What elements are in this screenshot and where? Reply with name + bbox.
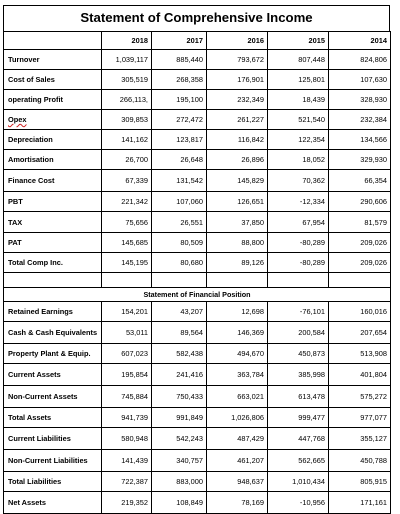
value-cell-2016: 261,227 xyxy=(207,110,268,130)
row-label xyxy=(4,253,102,273)
row-label: Current Assets xyxy=(4,364,102,386)
value-cell-2016: 232,349 xyxy=(207,90,268,110)
value-cell-2018: 221,342 xyxy=(102,192,152,212)
value-cell-2016: 1,026,806 xyxy=(207,408,268,428)
row-label-text: operating Profit xyxy=(8,95,64,104)
value-cell-2014: 329,930 xyxy=(329,150,391,170)
value-cell-2017: 80,509 xyxy=(152,233,207,253)
value-cell-2018: 145,685 xyxy=(102,233,152,253)
row-label xyxy=(4,110,102,130)
value-cell-2015: -12,334 xyxy=(268,192,329,212)
value-cell-2018: 219,352 xyxy=(102,492,152,514)
position-row-property-plant-equip xyxy=(4,344,391,364)
row-label: Net Assets xyxy=(4,492,102,514)
value-cell-2015: 122,354 xyxy=(268,130,329,150)
value-cell-2016: 793,672 xyxy=(207,50,268,70)
section-title: Statement of Financial Position xyxy=(4,288,391,302)
value-cell-2014: 209,026 xyxy=(329,233,391,253)
row-label xyxy=(4,192,102,212)
value-cell-2015: -80,289 xyxy=(268,233,329,253)
value-cell-2016: 89,126 xyxy=(207,253,268,273)
value-cell-2017: 26,648 xyxy=(152,150,207,170)
value-cell-2016: 78,169 xyxy=(207,492,268,514)
value-cell-2015: -10,956 xyxy=(268,492,329,514)
value-cell-2016: 88,800 xyxy=(207,233,268,253)
income-row-depreciation xyxy=(4,130,391,150)
value-cell-2015: 67,954 xyxy=(268,212,329,233)
row-label: Retained Earnings xyxy=(4,302,102,322)
value-cell-2017: 89,564 xyxy=(152,322,207,344)
income-row-amortisation xyxy=(4,150,391,170)
value-cell-2015: 70,362 xyxy=(268,170,329,192)
value-cell-2015: 613,478 xyxy=(268,386,329,408)
value-cell-2015: 999,477 xyxy=(268,408,329,428)
value-cell-2017: 883,000 xyxy=(152,472,207,492)
position-row-retained-earnings xyxy=(4,302,391,322)
value-cell-2017: 195,100 xyxy=(152,90,207,110)
value-cell-2015: 447,768 xyxy=(268,428,329,450)
row-label-text: PAT xyxy=(8,238,22,247)
value-cell-2018: 745,884 xyxy=(102,386,152,408)
row-label xyxy=(4,90,102,110)
row-label xyxy=(4,170,102,192)
empty-cell xyxy=(4,273,102,288)
row-label-text: Turnover xyxy=(8,55,40,64)
value-cell-2015: 450,873 xyxy=(268,344,329,364)
value-cell-2018: 141,162 xyxy=(102,130,152,150)
value-cell-2014: 805,915 xyxy=(329,472,391,492)
income-row-opex xyxy=(4,110,391,130)
statement-title: Statement of Comprehensive Income xyxy=(3,5,390,31)
value-cell-2017: 582,438 xyxy=(152,344,207,364)
value-cell-2014: 66,354 xyxy=(329,170,391,192)
value-cell-2017: 268,358 xyxy=(152,70,207,90)
value-cell-2016: 663,021 xyxy=(207,386,268,408)
row-label: Cash & Cash Equivalents xyxy=(4,322,102,344)
value-cell-2014: 81,579 xyxy=(329,212,391,233)
value-cell-2017: 108,849 xyxy=(152,492,207,514)
value-cell-2014: 450,788 xyxy=(329,450,391,472)
value-cell-2015: 18,052 xyxy=(268,150,329,170)
row-label-text: Finance Cost xyxy=(8,176,55,185)
value-cell-2017: 131,542 xyxy=(152,170,207,192)
value-cell-2018: 266,113, xyxy=(102,90,152,110)
section-header-row xyxy=(4,288,391,302)
value-cell-2015: 125,801 xyxy=(268,70,329,90)
row-label xyxy=(4,130,102,150)
value-cell-2014: 290,606 xyxy=(329,192,391,212)
value-cell-2016: 363,784 xyxy=(207,364,268,386)
value-cell-2017: 43,207 xyxy=(152,302,207,322)
value-cell-2018: 580,948 xyxy=(102,428,152,450)
value-cell-2017: 542,243 xyxy=(152,428,207,450)
value-cell-2017: 123,817 xyxy=(152,130,207,150)
value-cell-2016: 494,670 xyxy=(207,344,268,364)
empty-cell xyxy=(268,273,329,288)
value-cell-2016: 948,637 xyxy=(207,472,268,492)
value-cell-2016: 37,850 xyxy=(207,212,268,233)
row-label-text: PBT xyxy=(8,197,23,206)
value-cell-2018: 305,519 xyxy=(102,70,152,90)
value-cell-2015: 1,010,434 xyxy=(268,472,329,492)
income-row-operating-profit xyxy=(4,90,391,110)
separator-row xyxy=(4,273,391,288)
row-label-text: Total Comp Inc. xyxy=(8,258,63,267)
row-label-text: Amortisation xyxy=(8,155,54,164)
row-label-text: Opex xyxy=(8,115,27,124)
value-cell-2018: 722,387 xyxy=(102,472,152,492)
value-cell-2014: 328,930 xyxy=(329,90,391,110)
income-row-total-comp-inc xyxy=(4,253,391,273)
value-cell-2015: 521,540 xyxy=(268,110,329,130)
value-cell-2016: 461,207 xyxy=(207,450,268,472)
value-cell-2014: 209,026 xyxy=(329,253,391,273)
value-cell-2015: 385,998 xyxy=(268,364,329,386)
row-label: Total Assets xyxy=(4,408,102,428)
financial-table-body xyxy=(4,32,391,514)
position-row-current-liabilities xyxy=(4,428,391,450)
row-label xyxy=(4,212,102,233)
value-cell-2017: 750,433 xyxy=(152,386,207,408)
value-cell-2018: 75,656 xyxy=(102,212,152,233)
row-label xyxy=(4,233,102,253)
row-label: Non-Current Liabilities xyxy=(4,450,102,472)
income-row-pat xyxy=(4,233,391,253)
income-row-finance-cost xyxy=(4,170,391,192)
row-label: Non-Current Assets xyxy=(4,386,102,408)
position-row-non-current-assets xyxy=(4,386,391,408)
value-cell-2018: 145,195 xyxy=(102,253,152,273)
value-cell-2018: 309,853 xyxy=(102,110,152,130)
position-row-cash-cash-equivalents xyxy=(4,322,391,344)
row-label xyxy=(4,50,102,70)
row-label: Property Plant & Equip. xyxy=(4,344,102,364)
row-label: Current Liabilities xyxy=(4,428,102,450)
row-label-text: Cost of Sales xyxy=(8,75,55,84)
value-cell-2015: 562,665 xyxy=(268,450,329,472)
value-cell-2018: 607,023 xyxy=(102,344,152,364)
value-cell-2014: 513,908 xyxy=(329,344,391,364)
value-cell-2018: 53,011 xyxy=(102,322,152,344)
year-header-row xyxy=(4,32,391,50)
income-row-cost-of-sales xyxy=(4,70,391,90)
value-cell-2017: 340,757 xyxy=(152,450,207,472)
value-cell-2018: 26,700 xyxy=(102,150,152,170)
value-cell-2018: 1,039,117 xyxy=(102,50,152,70)
year-header-2018: 2018 xyxy=(102,32,152,50)
empty-cell xyxy=(152,273,207,288)
income-row-turnover xyxy=(4,50,391,70)
financial-table xyxy=(3,31,391,514)
position-row-current-assets xyxy=(4,364,391,386)
value-cell-2016: 176,901 xyxy=(207,70,268,90)
value-cell-2018: 141,439 xyxy=(102,450,152,472)
value-cell-2014: 160,016 xyxy=(329,302,391,322)
value-cell-2017: 272,472 xyxy=(152,110,207,130)
value-cell-2014: 977,077 xyxy=(329,408,391,428)
position-row-non-current-liabilities xyxy=(4,450,391,472)
value-cell-2015: -76,101 xyxy=(268,302,329,322)
value-cell-2015: 200,584 xyxy=(268,322,329,344)
financial-statements-sheet xyxy=(3,5,390,514)
year-header-2017: 2017 xyxy=(152,32,207,50)
empty-cell xyxy=(207,273,268,288)
value-cell-2016: 26,896 xyxy=(207,150,268,170)
value-cell-2017: 80,680 xyxy=(152,253,207,273)
value-cell-2017: 26,551 xyxy=(152,212,207,233)
value-cell-2018: 941,739 xyxy=(102,408,152,428)
value-cell-2014: 207,654 xyxy=(329,322,391,344)
header-blank-cell xyxy=(4,32,102,50)
value-cell-2014: 171,161 xyxy=(329,492,391,514)
value-cell-2014: 232,384 xyxy=(329,110,391,130)
value-cell-2014: 134,566 xyxy=(329,130,391,150)
value-cell-2017: 241,416 xyxy=(152,364,207,386)
value-cell-2016: 146,369 xyxy=(207,322,268,344)
value-cell-2014: 107,630 xyxy=(329,70,391,90)
value-cell-2016: 145,829 xyxy=(207,170,268,192)
value-cell-2014: 824,806 xyxy=(329,50,391,70)
value-cell-2015: -80,289 xyxy=(268,253,329,273)
year-header-2015: 2015 xyxy=(268,32,329,50)
empty-cell xyxy=(102,273,152,288)
row-label-text: TAX xyxy=(8,217,23,227)
income-row-tax xyxy=(4,212,391,233)
value-cell-2017: 107,060 xyxy=(152,192,207,212)
value-cell-2015: 807,448 xyxy=(268,50,329,70)
value-cell-2016: 126,651 xyxy=(207,192,268,212)
income-row-pbt xyxy=(4,192,391,212)
row-label xyxy=(4,70,102,90)
empty-cell xyxy=(329,273,391,288)
value-cell-2017: 885,440 xyxy=(152,50,207,70)
year-header-2016: 2016 xyxy=(207,32,268,50)
value-cell-2016: 12,698 xyxy=(207,302,268,322)
position-row-total-liabilities xyxy=(4,472,391,492)
value-cell-2016: 116,842 xyxy=(207,130,268,150)
value-cell-2014: 401,804 xyxy=(329,364,391,386)
row-label xyxy=(4,150,102,170)
position-row-net-assets xyxy=(4,492,391,514)
value-cell-2018: 195,854 xyxy=(102,364,152,386)
value-cell-2018: 154,201 xyxy=(102,302,152,322)
value-cell-2016: 487,429 xyxy=(207,428,268,450)
value-cell-2017: 991,849 xyxy=(152,408,207,428)
value-cell-2015: 18,439 xyxy=(268,90,329,110)
row-label: Total Liabilities xyxy=(4,472,102,492)
row-label-text: Depreciation xyxy=(8,135,53,144)
value-cell-2014: 575,272 xyxy=(329,386,391,408)
value-cell-2018: 67,339 xyxy=(102,170,152,192)
value-cell-2014: 355,127 xyxy=(329,428,391,450)
year-header-2014: 2014 xyxy=(329,32,391,50)
